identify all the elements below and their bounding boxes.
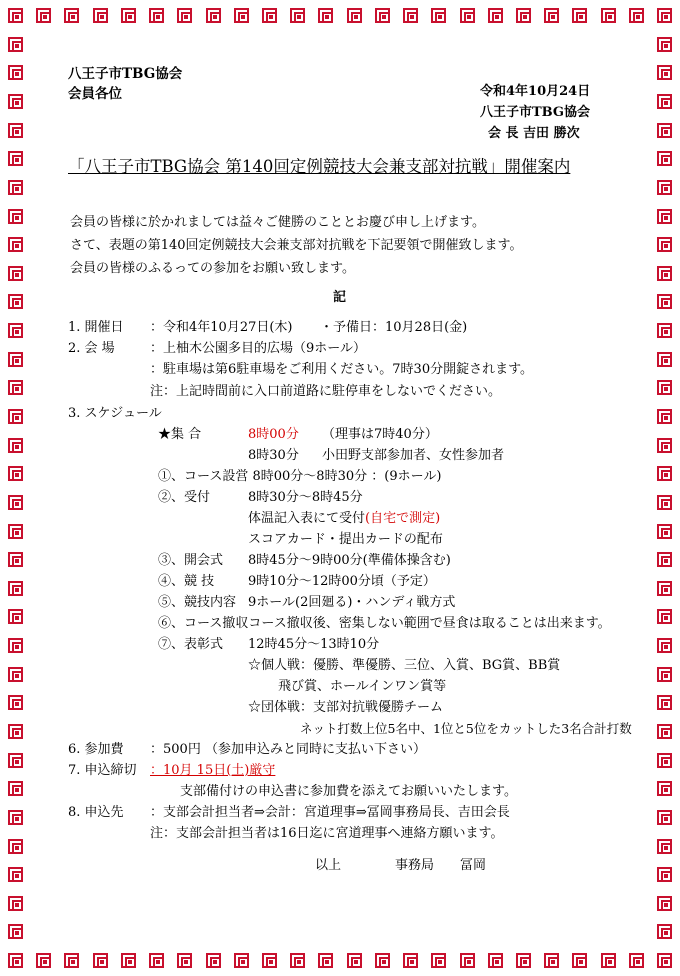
border-square-icon: [8, 552, 23, 567]
gather-label: ★集 合: [158, 427, 202, 442]
office-name: 冨岡: [460, 858, 487, 873]
border-square-icon: [572, 8, 587, 23]
border-square-icon: [8, 409, 23, 424]
award-team: ネット打数上位5名中、1位と5位をカットした3名合計打数: [300, 721, 632, 736]
border-square-icon: [657, 65, 672, 80]
border-square-icon: [657, 695, 672, 710]
border-square-icon: [657, 524, 672, 539]
border-square-icon: [206, 953, 221, 968]
item-label: 8. 申込先: [68, 805, 124, 820]
border-square-icon: [8, 123, 23, 138]
border-square-icon: [601, 953, 616, 968]
border-square-icon: [657, 380, 672, 395]
apply-line: ：支部会計担当者⇒会計：宮道理事⇒冨岡事務局長、吉田会長: [150, 805, 510, 820]
border-square-icon: [403, 8, 418, 23]
greeting-line: 会員の皆様に於かれましては益々ご健勝のこととお慶び申し上げます。: [70, 215, 485, 230]
border-square-icon: [8, 352, 23, 367]
border-square-icon: [657, 753, 672, 768]
border-square-icon: [8, 695, 23, 710]
border-square-icon: [601, 8, 616, 23]
border-square-icon: [8, 581, 23, 596]
item-label: 2. 会 場: [68, 341, 115, 356]
border-square-icon: [262, 953, 277, 968]
border-square-icon: [657, 781, 672, 796]
border-square-icon: [657, 8, 672, 23]
item-label: 3. スケジュール: [68, 406, 162, 421]
item-label: 1. 開催日: [68, 320, 124, 335]
item-label: 6. 参加費: [68, 742, 124, 757]
document-title: 「八王子市TBG協会 第140回定例競技大会兼支部対抗戦」開催案内: [68, 157, 571, 176]
border-square-icon: [8, 380, 23, 395]
border-square-icon: [177, 953, 192, 968]
document-date: 令和4年10月24日: [480, 84, 591, 99]
border-square-icon: [8, 209, 23, 224]
reception-label: ②、受付: [158, 490, 211, 505]
border-square-icon: [488, 953, 503, 968]
border-square-icon: [431, 953, 446, 968]
deadline: ：10月 15日(土)厳守: [150, 763, 276, 778]
play-value: 9時10分～12時00分頃（予定）: [248, 574, 436, 589]
border-square-icon: [8, 953, 23, 968]
border-square-icon: [149, 953, 164, 968]
border-square-icon: [177, 8, 192, 23]
border-square-icon: [8, 638, 23, 653]
border-square-icon: [8, 466, 23, 481]
border-square-icon: [657, 352, 672, 367]
gather2-note: 小田野支部参加者、女性参加者: [322, 448, 505, 463]
border-square-icon: [657, 266, 672, 281]
ki-heading: 記: [333, 290, 347, 305]
award-individual: ☆個人戦：優勝、準優勝、三位、入賞、BG賞、BB賞: [248, 658, 561, 673]
reception-note: (自宅で測定): [365, 511, 441, 526]
border-square-icon: [657, 896, 672, 911]
closing: 以上: [315, 858, 342, 873]
play-label: ④、競 技: [158, 574, 215, 589]
border-square-icon: [64, 953, 79, 968]
border-square-icon: [8, 867, 23, 882]
content-value: 9ホール(2回廻る)・ハンディ戦方式: [248, 595, 456, 610]
award-value: 12時45分～13時10分: [248, 637, 380, 652]
border-square-icon: [8, 8, 23, 23]
event-date: ：令和4年10月27日(木): [150, 320, 293, 335]
border-square-icon: [572, 953, 587, 968]
border-square-icon: [8, 237, 23, 252]
greeting-line: 会員の皆様のふるっての参加をお願い致します。: [70, 261, 355, 276]
border-square-icon: [290, 953, 305, 968]
border-square-icon: [516, 8, 531, 23]
border-square-icon: [8, 294, 23, 309]
border-square-icon: [8, 37, 23, 52]
greeting-line: さて、表題の第140回定例競技大会兼支部対抗戦を下記要領で開催致します。: [70, 238, 523, 253]
border-square-icon: [657, 867, 672, 882]
border-square-icon: [544, 8, 559, 23]
border-square-icon: [629, 953, 644, 968]
border-square-icon: [8, 323, 23, 338]
border-square-icon: [657, 123, 672, 138]
border-square-icon: [318, 953, 333, 968]
border-square-icon: [8, 753, 23, 768]
border-square-icon: [657, 552, 672, 567]
border-square-icon: [290, 8, 305, 23]
border-square-icon: [93, 953, 108, 968]
border-square-icon: [8, 180, 23, 195]
border-square-icon: [8, 94, 23, 109]
border-square-icon: [431, 8, 446, 23]
border-square-icon: [516, 953, 531, 968]
border-square-icon: [347, 953, 362, 968]
border-square-icon: [121, 8, 136, 23]
border-square-icon: [657, 638, 672, 653]
award-label: ⑦、表彰式: [158, 637, 224, 652]
border-square-icon: [657, 495, 672, 510]
border-square-icon: [657, 294, 672, 309]
border-square-icon: [8, 266, 23, 281]
border-square-icon: [8, 65, 23, 80]
border-square-icon: [657, 953, 672, 968]
award-individual: 飛び賞、ホールインワン賞等: [278, 679, 447, 694]
border-square-icon: [629, 8, 644, 23]
border-square-icon: [121, 953, 136, 968]
border-square-icon: [657, 409, 672, 424]
border-square-icon: [8, 667, 23, 682]
cleanup: ⑥、コース撤収コース撤収後、密集しない範囲で昼食は取ることは出来ます。: [158, 616, 611, 631]
recipient-org: 八王子市TBG協会: [68, 66, 183, 82]
course-setup: ①、コース設営 8時00分～8時30分 ：(9ホール): [158, 469, 442, 484]
border-square-icon: [657, 438, 672, 453]
border-square-icon: [657, 581, 672, 596]
gather-time: 8時00分: [248, 427, 299, 442]
opening-value: 8時45分～9時00分(準備体操含む): [248, 553, 451, 568]
border-square-icon: [657, 839, 672, 854]
venue-line: ：上柚木公園多目的広場（9ホール）: [150, 341, 367, 356]
border-square-icon: [544, 953, 559, 968]
border-square-icon: [657, 180, 672, 195]
border-square-icon: [8, 810, 23, 825]
border-square-icon: [8, 438, 23, 453]
venue-line: 注：上記時間前に入口前道路に駐停車をしないでください。: [150, 384, 502, 399]
recipient: 会員各位: [68, 86, 122, 102]
content-label: ⑤、競技内容: [158, 595, 237, 610]
border-square-icon: [375, 8, 390, 23]
border-square-icon: [262, 8, 277, 23]
office-label: 事務局: [395, 858, 435, 873]
border-square-icon: [8, 524, 23, 539]
border-square-icon: [93, 8, 108, 23]
venue-line: ：駐車場は第6駐車場をご利用ください。7時30分開錠されます。: [150, 362, 534, 377]
border-square-icon: [8, 495, 23, 510]
border-square-icon: [657, 237, 672, 252]
border-square-icon: [403, 953, 418, 968]
border-square-icon: [657, 94, 672, 109]
border-square-icon: [8, 896, 23, 911]
border-square-icon: [347, 8, 362, 23]
reception-line: スコアカード・提出カードの配布: [248, 532, 443, 547]
border-square-icon: [657, 151, 672, 166]
border-square-icon: [8, 151, 23, 166]
border-square-icon: [8, 609, 23, 624]
opening-label: ③、開会式: [158, 553, 224, 568]
border-square-icon: [318, 8, 333, 23]
border-square-icon: [149, 8, 164, 23]
reception-time: 8時30分～8時45分: [248, 490, 363, 505]
border-square-icon: [657, 667, 672, 682]
gather-note: （理事は7時40分）: [322, 427, 438, 442]
fee: ：500円 （参加申込みと同時に支払い下さい）: [150, 742, 426, 757]
deadline-note: 支部備付けの申込書に参加費を添えてお願いいたします。: [180, 784, 517, 799]
border-square-icon: [657, 209, 672, 224]
border-square-icon: [657, 724, 672, 739]
border-square-icon: [460, 8, 475, 23]
border-square-icon: [375, 953, 390, 968]
border-square-icon: [488, 8, 503, 23]
apply-line: 注：支部会計担当者は16日迄に宮道理事へ連絡方願います。: [150, 826, 504, 841]
border-square-icon: [234, 8, 249, 23]
border-square-icon: [657, 810, 672, 825]
border-square-icon: [657, 37, 672, 52]
item-label: 7. 申込締切: [68, 763, 137, 778]
border-square-icon: [657, 609, 672, 624]
reception-line: 体温記入表にて受付(自宅で測定): [248, 511, 441, 526]
sender-name: 会 長 吉田 勝次: [488, 126, 580, 141]
border-square-icon: [36, 953, 51, 968]
border-square-icon: [8, 839, 23, 854]
border-square-icon: [657, 924, 672, 939]
border-square-icon: [64, 8, 79, 23]
border-square-icon: [8, 781, 23, 796]
border-square-icon: [234, 953, 249, 968]
border-square-icon: [460, 953, 475, 968]
sender-org: 八王子市TBG協会: [480, 105, 591, 120]
border-square-icon: [36, 8, 51, 23]
gather2-time: 8時30分: [248, 448, 299, 463]
border-square-icon: [206, 8, 221, 23]
border-square-icon: [657, 466, 672, 481]
border-square-icon: [8, 924, 23, 939]
award-team: ☆団体戦：支部対抗戦優勝チーム: [248, 700, 444, 715]
border-square-icon: [657, 323, 672, 338]
reserve-date: ・予備日：10月28日(金): [320, 320, 468, 335]
border-square-icon: [8, 724, 23, 739]
